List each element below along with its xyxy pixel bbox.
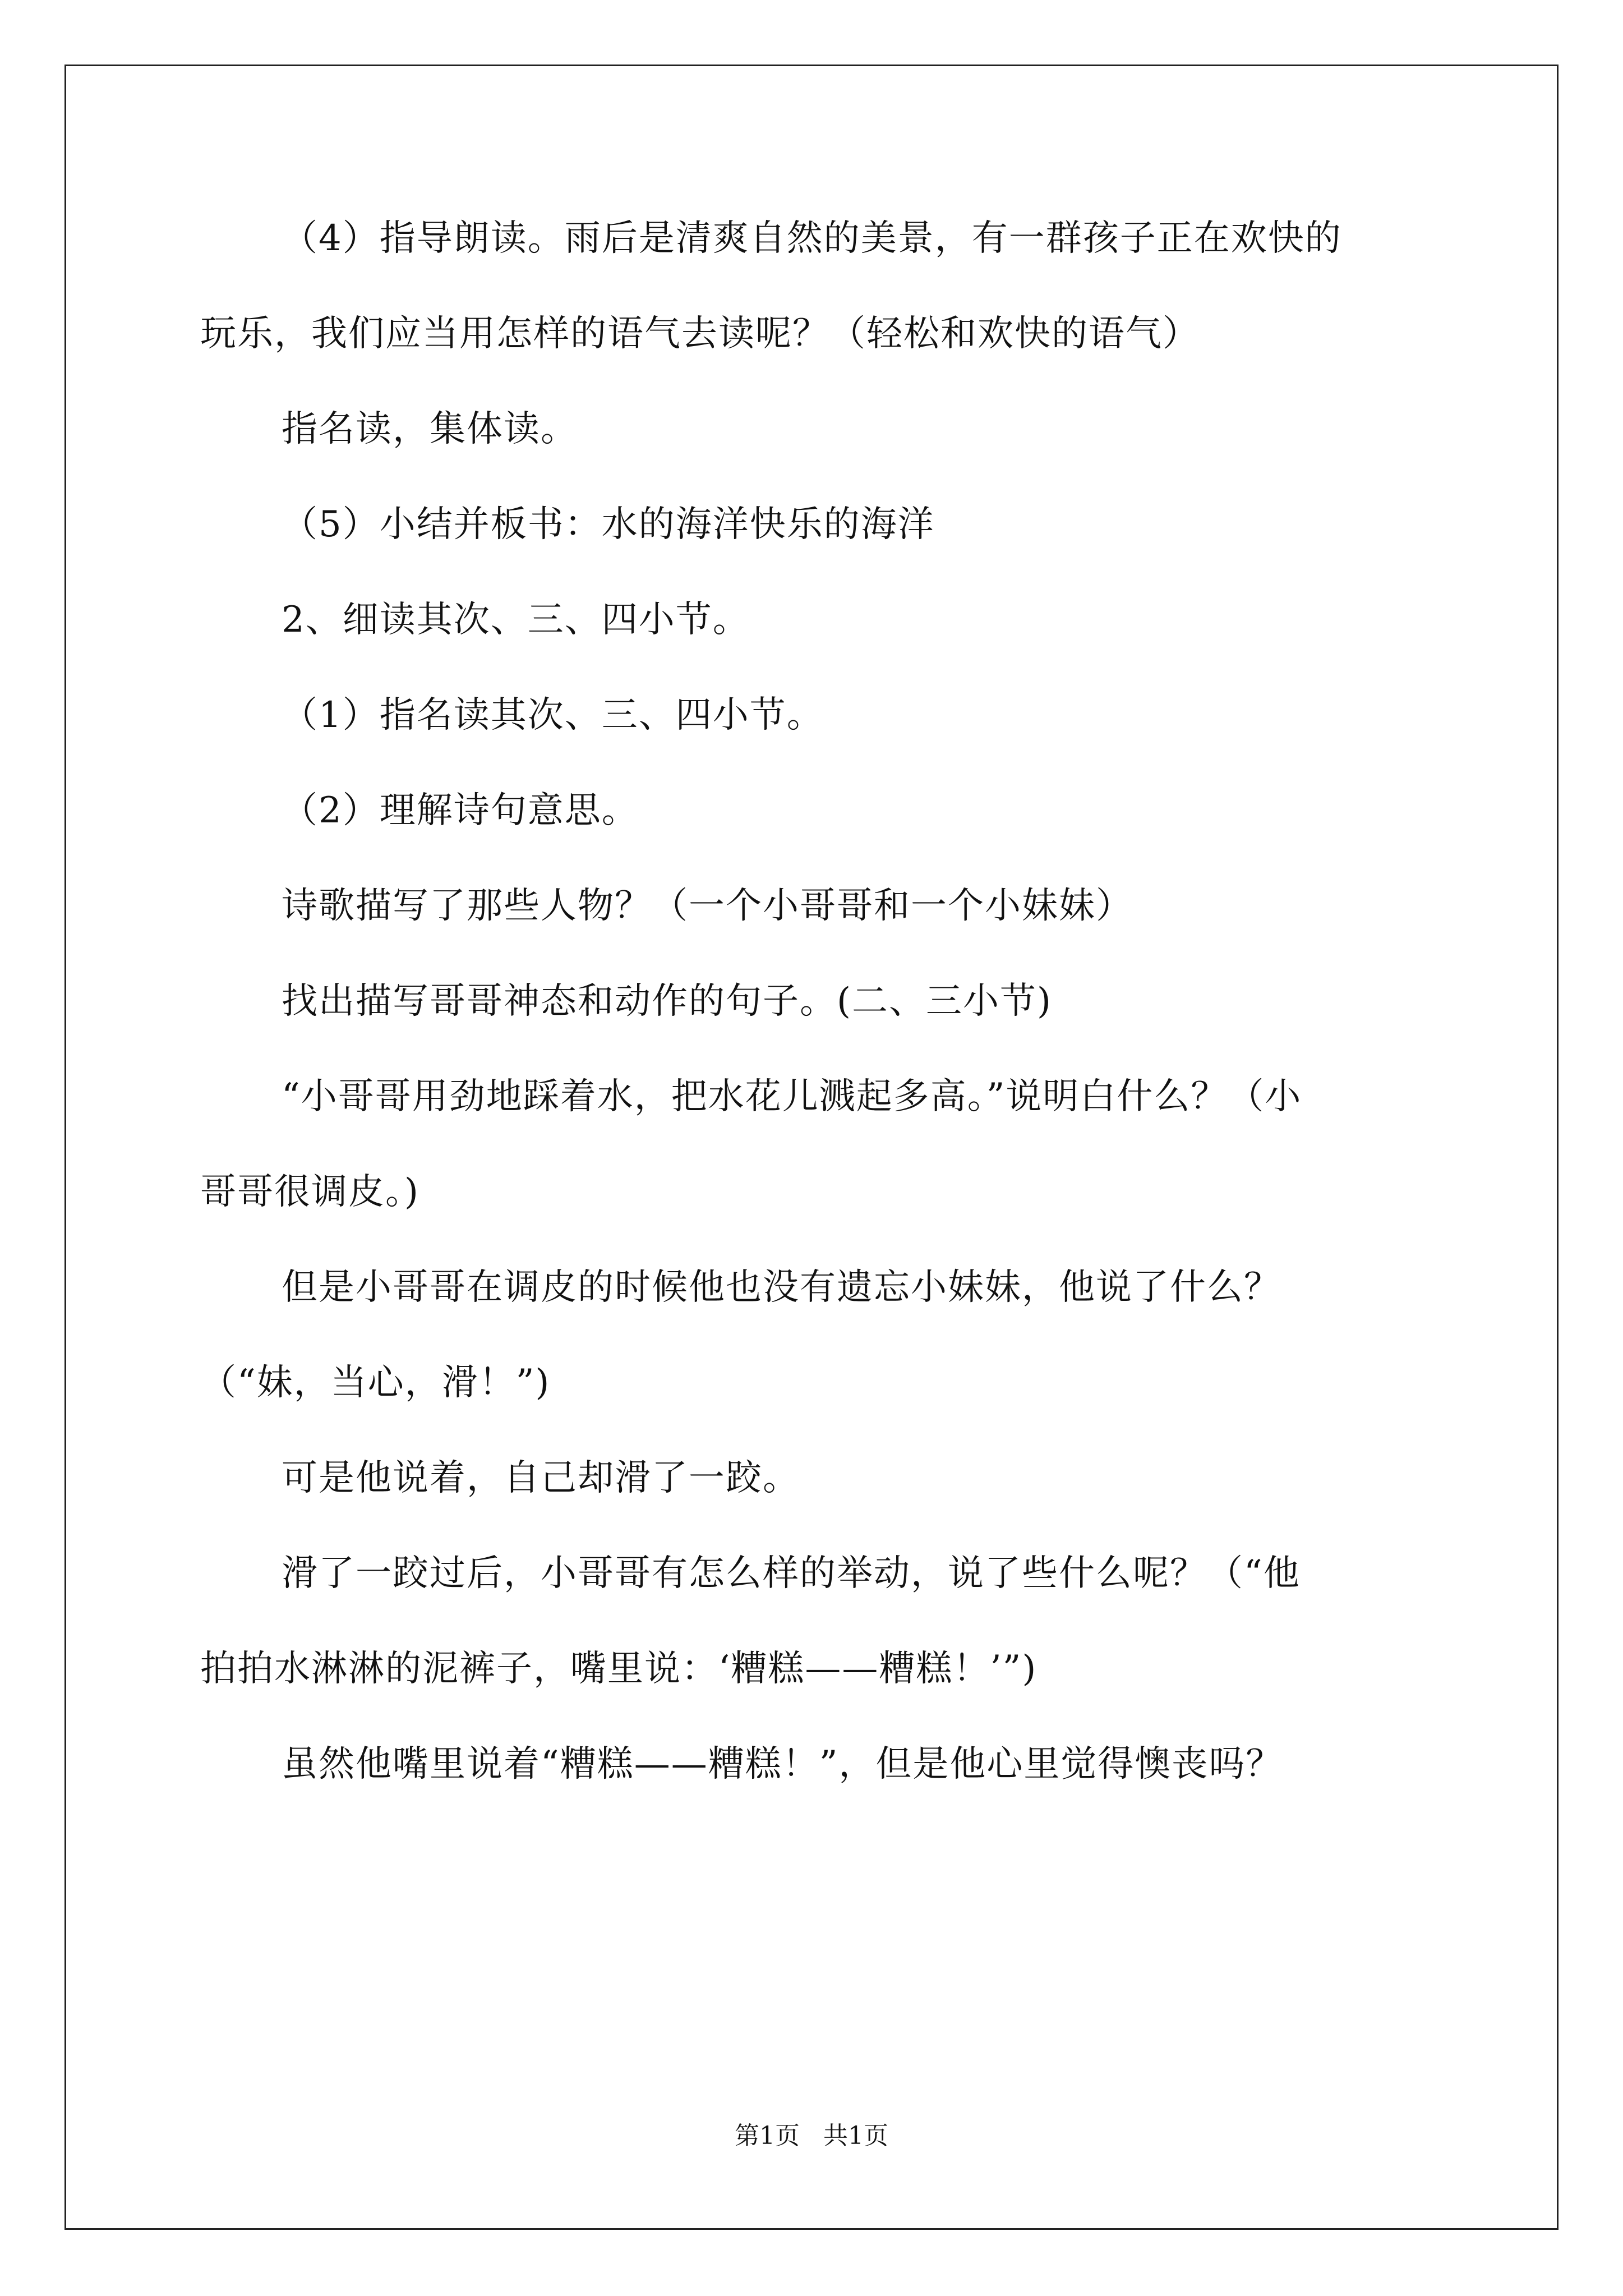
paragraph-line: 指名读，集体读。 [282,408,578,450]
page-total: 共1页 [823,2122,888,2150]
paragraph-line: 但是小哥哥在调皮的时候他也没有遗忘小妹妹，他说了什么？ [282,1267,1281,1308]
paragraph-line: “小哥哥用劲地踩着水，把水花儿溅起多高。”说明白什么？（小 [282,1076,1302,1117]
page-border [64,65,1559,2230]
paragraph-line: 滑了一跤过后，小哥哥有怎么样的举动，说了些什么呢？（“他 [282,1553,1301,1594]
paragraph-line: （2）理解诗句意思。 [282,790,639,831]
paragraph-line: 玩乐，我们应当用怎样的语气去读呢？（轻松和欢快的语气） [200,313,1200,355]
paragraph-line: （4）指导朗读。雨后是清爽自然的美景，有一群孩子正在欢快的 [282,218,1342,259]
paragraph-line: 2、细读其次、三、四小节。 [282,599,750,641]
paragraph-line: 哥哥很调皮。) [200,1171,419,1213]
page-number: 第1页 [735,2122,800,2150]
paragraph-line: 虽然他嘴里说着“糟糕——糟糕！”，但是他心里觉得懊丧吗？ [282,1743,1283,1785]
paragraph-line: 诗歌描写了那些人物？（一个小哥哥和一个小妹妹） [282,885,1133,927]
page-footer [0,2119,1623,2153]
paragraph-line: （5）小结并板书：水的海洋快乐的海洋 [282,504,935,545]
paragraph-line: （1）指名读其次、三、四小节。 [282,694,824,736]
paragraph-line: （“妹，当心，滑！”) [200,1362,551,1404]
paragraph-line: 拍拍水淋淋的泥裤子，嘴里说：‘糟糕——糟糕！’”) [200,1648,1038,1690]
paragraph-line: 找出描写哥哥神态和动作的句子。(二、三小节) [282,981,1052,1022]
paragraph-line: 可是他说着，自己却滑了一跤。 [282,1457,800,1499]
